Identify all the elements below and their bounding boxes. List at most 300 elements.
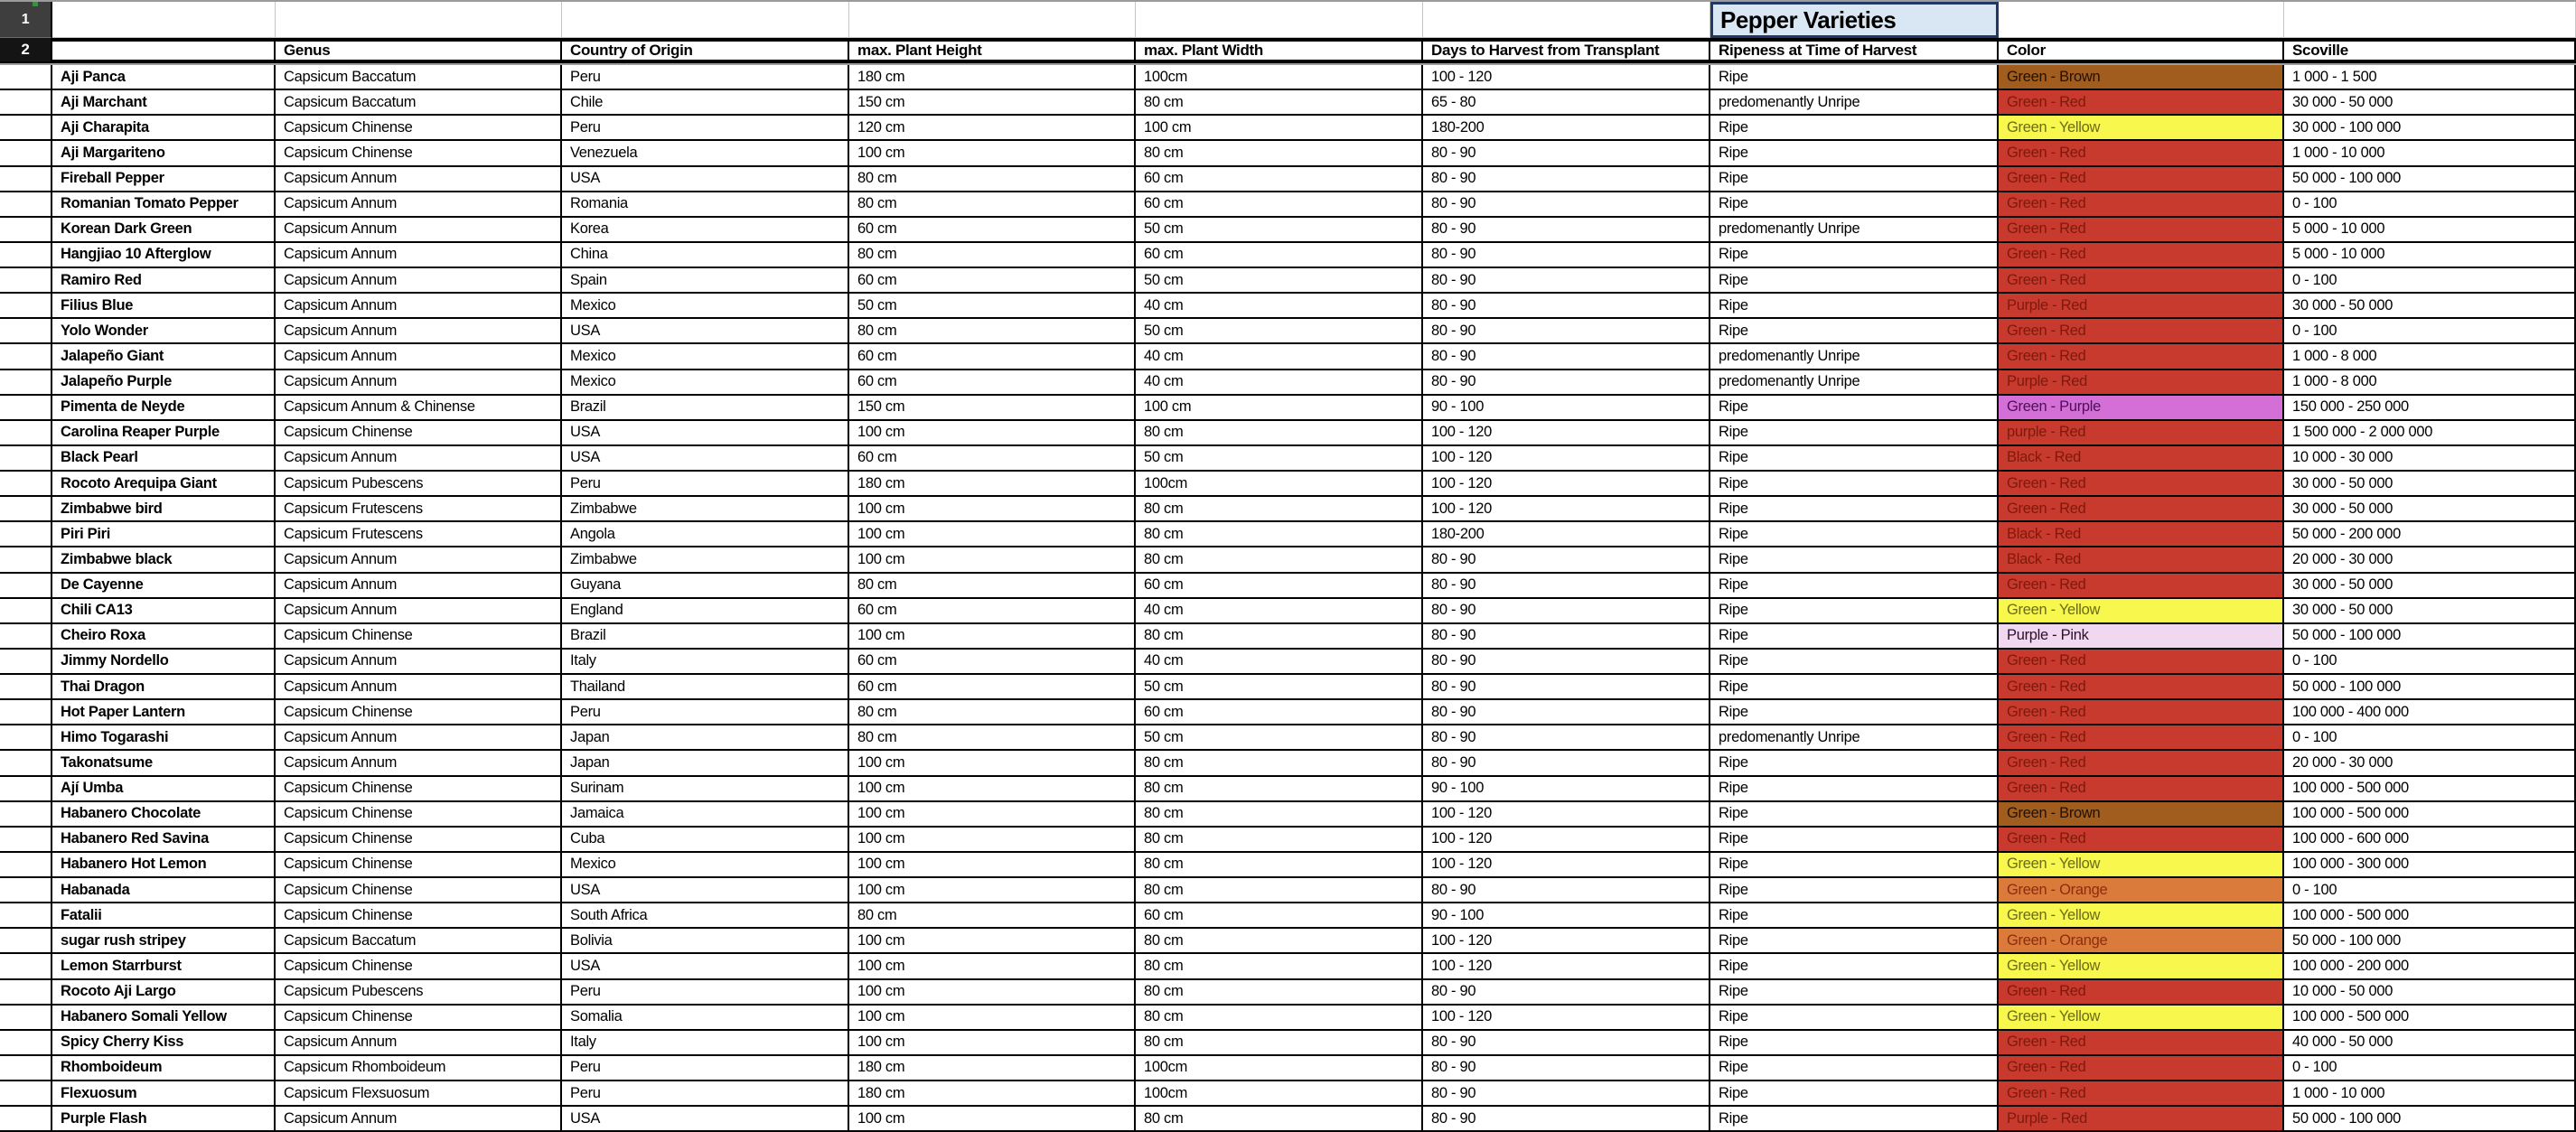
cell-plant-height[interactable]: 120 cm	[849, 116, 1136, 141]
cell-variety-name[interactable]: Aji Panca	[52, 65, 276, 90]
cell-country[interactable]: Peru	[562, 980, 849, 1006]
cell-genus[interactable]: Capsicum Annum	[276, 574, 562, 599]
cell-days-to-harvest[interactable]: 80 - 90	[1423, 1107, 1710, 1132]
cell-country[interactable]: Brazil	[562, 396, 849, 421]
cell-days-to-harvest[interactable]: 80 - 90	[1423, 294, 1710, 319]
cell-genus[interactable]: Capsicum Chinense	[276, 878, 562, 903]
cell-plant-width[interactable]: 100cm	[1136, 65, 1423, 90]
cell-scoville[interactable]: 100 000 - 300 000	[2284, 853, 2576, 878]
cell-variety-name[interactable]: Carolina Reaper Purple	[52, 421, 276, 446]
cell-scoville[interactable]: 20 000 - 30 000	[2284, 751, 2576, 776]
cell-scoville[interactable]: 30 000 - 50 000	[2284, 497, 2576, 522]
cell-country[interactable]: Mexico	[562, 344, 849, 370]
cell-plant-height[interactable]: 180 cm	[849, 1081, 1136, 1107]
cell-ripeness[interactable]: Ripe	[1710, 929, 1999, 954]
column-header-ripeness[interactable]: Ripeness at Time of Harvest	[1710, 38, 1999, 63]
cell-plant-width[interactable]: 80 cm	[1136, 751, 1423, 776]
cell-plant-height[interactable]: 60 cm	[849, 268, 1136, 294]
row-header[interactable]: 14	[0, 344, 52, 370]
cell-days-to-harvest[interactable]: 80 - 90	[1423, 574, 1710, 599]
cell-variety-name[interactable]: Fatalii	[52, 903, 276, 929]
cell-genus[interactable]: Capsicum Annum	[276, 294, 562, 319]
cell-genus[interactable]: Capsicum Baccatum	[276, 929, 562, 954]
cell-plant-height[interactable]: 100 cm	[849, 929, 1136, 954]
row-header[interactable]: 9	[0, 218, 52, 243]
cell-plant-height[interactable]: 100 cm	[849, 853, 1136, 878]
cell-color-swatch[interactable]: Green - Yellow	[1999, 853, 2284, 878]
cell-color-swatch[interactable]: Green - Red	[1999, 828, 2284, 853]
cell-variety-name[interactable]: Aji Marchant	[52, 90, 276, 116]
cell-scoville[interactable]: 100 000 - 500 000	[2284, 903, 2576, 929]
cell-variety-name[interactable]: Lemon Starrburst	[52, 954, 276, 979]
empty-cell[interactable]	[52, 2, 276, 38]
cell-country[interactable]: England	[562, 599, 849, 624]
cell-plant-height[interactable]: 100 cm	[849, 1107, 1136, 1132]
cell-ripeness[interactable]: Ripe	[1710, 828, 1999, 853]
cell-plant-width[interactable]: 80 cm	[1136, 954, 1423, 979]
cell-plant-width[interactable]: 40 cm	[1136, 599, 1423, 624]
cell-genus[interactable]: Capsicum Pubescens	[276, 472, 562, 497]
cell-variety-name[interactable]: Purple Flash	[52, 1107, 276, 1132]
column-header-genus[interactable]: Genus	[276, 38, 562, 63]
cell-plant-width[interactable]: 100cm	[1136, 472, 1423, 497]
cell-country[interactable]: Italy	[562, 1031, 849, 1056]
cell-country[interactable]: USA	[562, 954, 849, 979]
cell-country[interactable]: Italy	[562, 650, 849, 675]
cell-variety-name[interactable]: Thai Dragon	[52, 675, 276, 700]
cell-color-swatch[interactable]: Green - Red	[1999, 1056, 2284, 1081]
cell-scoville[interactable]: 5 000 - 10 000	[2284, 243, 2576, 268]
cell-days-to-harvest[interactable]: 100 - 120	[1423, 954, 1710, 979]
cell-genus[interactable]: Capsicum Annum	[276, 192, 562, 218]
cell-ripeness[interactable]: Ripe	[1710, 396, 1999, 421]
cell-genus[interactable]: Capsicum Rhomboideum	[276, 1056, 562, 1081]
cell-genus[interactable]: Capsicum Annum	[276, 370, 562, 396]
empty-cell[interactable]	[1999, 2, 2284, 38]
row-header[interactable]: 28	[0, 700, 52, 725]
cell-variety-name[interactable]: Aji Charapita	[52, 116, 276, 141]
cell-genus[interactable]: Capsicum Annum	[276, 268, 562, 294]
cell-country[interactable]: Peru	[562, 1056, 849, 1081]
cell-plant-width[interactable]: 50 cm	[1136, 268, 1423, 294]
row-header[interactable]: 22	[0, 547, 52, 573]
cell-color-swatch[interactable]: Green - Orange	[1999, 929, 2284, 954]
cell-color-swatch[interactable]: Green - Red	[1999, 650, 2284, 675]
cell-days-to-harvest[interactable]: 100 - 120	[1423, 1006, 1710, 1031]
cell-plant-height[interactable]: 100 cm	[849, 522, 1136, 547]
row-header[interactable]: 44	[0, 1107, 52, 1132]
cell-variety-name[interactable]: Fireball Pepper	[52, 167, 276, 192]
cell-ripeness[interactable]: predomenantly Unripe	[1710, 218, 1999, 243]
cell-country[interactable]: Surinam	[562, 777, 849, 802]
cell-plant-height[interactable]: 100 cm	[849, 878, 1136, 903]
cell-plant-width[interactable]: 80 cm	[1136, 777, 1423, 802]
cell-scoville[interactable]: 1 500 000 - 2 000 000	[2284, 421, 2576, 446]
cell-variety-name[interactable]: Himo Togarashi	[52, 725, 276, 751]
cell-ripeness[interactable]: predomenantly Unripe	[1710, 725, 1999, 751]
cell-color-swatch[interactable]: Green - Red	[1999, 700, 2284, 725]
cell-genus[interactable]: Capsicum Chinense	[276, 853, 562, 878]
column-header-height[interactable]: max. Plant Height	[849, 38, 1136, 63]
row-header[interactable]: 21	[0, 522, 52, 547]
cell-genus[interactable]: Capsicum Chinense	[276, 777, 562, 802]
cell-variety-name[interactable]: Rocoto Aji Largo	[52, 980, 276, 1006]
cell-variety-name[interactable]: Spicy Cherry Kiss	[52, 1031, 276, 1056]
cell-country[interactable]: Japan	[562, 751, 849, 776]
cell-ripeness[interactable]: Ripe	[1710, 878, 1999, 903]
cell-variety-name[interactable]: sugar rush stripey	[52, 929, 276, 954]
cell-color-swatch[interactable]: Green - Red	[1999, 90, 2284, 116]
cell-plant-height[interactable]: 80 cm	[849, 319, 1136, 344]
cell-scoville[interactable]: 100 000 - 500 000	[2284, 802, 2576, 828]
cell-scoville[interactable]: 10 000 - 50 000	[2284, 980, 2576, 1006]
cell-ripeness[interactable]: Ripe	[1710, 65, 1999, 90]
cell-genus[interactable]: Capsicum Annum	[276, 751, 562, 776]
cell-country[interactable]: China	[562, 243, 849, 268]
cell-scoville[interactable]: 50 000 - 200 000	[2284, 522, 2576, 547]
cell-genus[interactable]: Capsicum Chinense	[276, 954, 562, 979]
cell-plant-height[interactable]: 80 cm	[849, 192, 1136, 218]
cell-plant-height[interactable]: 60 cm	[849, 370, 1136, 396]
cell-genus[interactable]: Capsicum Chinense	[276, 802, 562, 828]
cell-country[interactable]: South Africa	[562, 903, 849, 929]
cell-variety-name[interactable]: Takonatsume	[52, 751, 276, 776]
row-header[interactable]: 29	[0, 725, 52, 751]
cell-genus[interactable]: Capsicum Chinense	[276, 1006, 562, 1031]
cell-days-to-harvest[interactable]: 80 - 90	[1423, 599, 1710, 624]
cell-genus[interactable]: Capsicum Baccatum	[276, 90, 562, 116]
cell-country[interactable]: Somalia	[562, 1006, 849, 1031]
cell-ripeness[interactable]: Ripe	[1710, 650, 1999, 675]
cell-plant-height[interactable]: 60 cm	[849, 650, 1136, 675]
cell-color-swatch[interactable]: Green - Brown	[1999, 802, 2284, 828]
cell-days-to-harvest[interactable]: 90 - 100	[1423, 903, 1710, 929]
cell-genus[interactable]: Capsicum Annum	[276, 344, 562, 370]
cell-genus[interactable]: Capsicum Chinense	[276, 828, 562, 853]
cell-color-swatch[interactable]: Green - Red	[1999, 472, 2284, 497]
cell-variety-name[interactable]: Hangjiao 10 Afterglow	[52, 243, 276, 268]
cell-color-swatch[interactable]: Green - Red	[1999, 574, 2284, 599]
cell-scoville[interactable]: 50 000 - 100 000	[2284, 929, 2576, 954]
column-header-country[interactable]: Country of Origin	[562, 38, 849, 63]
cell-plant-height[interactable]: 180 cm	[849, 1056, 1136, 1081]
cell-ripeness[interactable]: Ripe	[1710, 1006, 1999, 1031]
cell-ripeness[interactable]: Ripe	[1710, 421, 1999, 446]
cell-scoville[interactable]: 0 - 100	[2284, 319, 2576, 344]
cell-scoville[interactable]: 150 000 - 250 000	[2284, 396, 2576, 421]
cell-plant-width[interactable]: 80 cm	[1136, 547, 1423, 573]
cell-color-swatch[interactable]: Green - Orange	[1999, 878, 2284, 903]
cell-genus[interactable]: Capsicum Annum	[276, 218, 562, 243]
cell-country[interactable]: USA	[562, 319, 849, 344]
cell-ripeness[interactable]: Ripe	[1710, 802, 1999, 828]
cell-plant-height[interactable]: 100 cm	[849, 802, 1136, 828]
cell-plant-height[interactable]: 100 cm	[849, 777, 1136, 802]
cell-variety-name[interactable]: Korean Dark Green	[52, 218, 276, 243]
cell-variety-name[interactable]: Pimenta de Neyde	[52, 396, 276, 421]
row-header[interactable]: 13	[0, 319, 52, 344]
cell-scoville[interactable]: 100 000 - 400 000	[2284, 700, 2576, 725]
cell-variety-name[interactable]: Zimbabwe black	[52, 547, 276, 573]
cell-scoville[interactable]: 20 000 - 30 000	[2284, 547, 2576, 573]
cell-plant-width[interactable]: 60 cm	[1136, 903, 1423, 929]
cell-color-swatch[interactable]: Green - Yellow	[1999, 903, 2284, 929]
cell-variety-name[interactable]: Habanero Hot Lemon	[52, 853, 276, 878]
row-header[interactable]: 4	[0, 90, 52, 116]
cell-color-swatch[interactable]: Black - Red	[1999, 547, 2284, 573]
cell-scoville[interactable]: 100 000 - 600 000	[2284, 828, 2576, 853]
cell-country[interactable]: USA	[562, 167, 849, 192]
row-header[interactable]: 20	[0, 497, 52, 522]
cell-plant-width[interactable]: 50 cm	[1136, 725, 1423, 751]
cell-color-swatch[interactable]: Green - Yellow	[1999, 954, 2284, 979]
row-header[interactable]: 39	[0, 980, 52, 1006]
cell-variety-name[interactable]: Chili CA13	[52, 599, 276, 624]
cell-variety-name[interactable]: Aji Margariteno	[52, 141, 276, 166]
cell-scoville[interactable]: 1 000 - 8 000	[2284, 370, 2576, 396]
cell-genus[interactable]: Capsicum Annum	[276, 725, 562, 751]
row-header[interactable]: 7	[0, 167, 52, 192]
cell-plant-height[interactable]: 80 cm	[849, 243, 1136, 268]
cell-color-swatch[interactable]: Green - Red	[1999, 980, 2284, 1006]
cell-scoville[interactable]: 30 000 - 50 000	[2284, 472, 2576, 497]
cell-plant-width[interactable]: 40 cm	[1136, 370, 1423, 396]
cell-country[interactable]: Korea	[562, 218, 849, 243]
cell-plant-width[interactable]: 80 cm	[1136, 624, 1423, 650]
cell-variety-name[interactable]: Filius Blue	[52, 294, 276, 319]
cell-days-to-harvest[interactable]: 80 - 90	[1423, 675, 1710, 700]
cell-plant-width[interactable]: 60 cm	[1136, 192, 1423, 218]
cell-variety-name[interactable]: Hot Paper Lantern	[52, 700, 276, 725]
cell-days-to-harvest[interactable]: 100 - 120	[1423, 853, 1710, 878]
row-header[interactable]: 25	[0, 624, 52, 650]
cell-plant-width[interactable]: 80 cm	[1136, 1031, 1423, 1056]
empty-cell[interactable]	[1136, 2, 1423, 38]
row-header[interactable]: 41	[0, 1031, 52, 1056]
row-header[interactable]: 16	[0, 396, 52, 421]
cell-days-to-harvest[interactable]: 100 - 120	[1423, 472, 1710, 497]
cell-plant-width[interactable]: 60 cm	[1136, 700, 1423, 725]
cell-ripeness[interactable]: predomenantly Unripe	[1710, 370, 1999, 396]
cell-plant-width[interactable]: 60 cm	[1136, 167, 1423, 192]
cell-ripeness[interactable]: Ripe	[1710, 599, 1999, 624]
cell-country[interactable]: Japan	[562, 725, 849, 751]
empty-cell[interactable]	[1423, 2, 1710, 38]
cell-days-to-harvest[interactable]: 80 - 90	[1423, 243, 1710, 268]
cell-plant-width[interactable]: 50 cm	[1136, 675, 1423, 700]
row-header[interactable]: 34	[0, 853, 52, 878]
cell-plant-width[interactable]: 60 cm	[1136, 574, 1423, 599]
cell-variety-name[interactable]: Yolo Wonder	[52, 319, 276, 344]
cell-color-swatch[interactable]: Purple - Pink	[1999, 624, 2284, 650]
cell-plant-height[interactable]: 100 cm	[849, 1031, 1136, 1056]
cell-plant-width[interactable]: 80 cm	[1136, 1006, 1423, 1031]
cell-plant-height[interactable]: 100 cm	[849, 751, 1136, 776]
cell-country[interactable]: Thailand	[562, 675, 849, 700]
cell-plant-width[interactable]: 80 cm	[1136, 853, 1423, 878]
cell-genus[interactable]: Capsicum Baccatum	[276, 65, 562, 90]
column-header-width[interactable]: max. Plant Width	[1136, 38, 1423, 63]
cell-plant-width[interactable]: 100cm	[1136, 1056, 1423, 1081]
cell-scoville[interactable]: 0 - 100	[2284, 650, 2576, 675]
cell-plant-width[interactable]: 40 cm	[1136, 344, 1423, 370]
cell-color-swatch[interactable]: Green - Red	[1999, 1031, 2284, 1056]
cell-ripeness[interactable]: Ripe	[1710, 574, 1999, 599]
column-header-name[interactable]	[52, 38, 276, 63]
cell-variety-name[interactable]: Flexuosum	[52, 1081, 276, 1107]
cell-ripeness[interactable]: Ripe	[1710, 319, 1999, 344]
cell-plant-height[interactable]: 100 cm	[849, 828, 1136, 853]
cell-scoville[interactable]: 30 000 - 50 000	[2284, 599, 2576, 624]
empty-cell[interactable]	[2284, 2, 2576, 38]
cell-country[interactable]: Peru	[562, 700, 849, 725]
cell-country[interactable]: Peru	[562, 116, 849, 141]
cell-color-swatch[interactable]: Green - Red	[1999, 218, 2284, 243]
column-header-days[interactable]: Days to Harvest from Transplant	[1423, 38, 1710, 63]
cell-ripeness[interactable]: Ripe	[1710, 472, 1999, 497]
cell-days-to-harvest[interactable]: 65 - 80	[1423, 90, 1710, 116]
row-header[interactable]: 26	[0, 650, 52, 675]
cell-days-to-harvest[interactable]: 80 - 90	[1423, 192, 1710, 218]
row-header[interactable]: 38	[0, 954, 52, 979]
cell-color-swatch[interactable]: Green - Red	[1999, 725, 2284, 751]
cell-days-to-harvest[interactable]: 80 - 90	[1423, 319, 1710, 344]
cell-genus[interactable]: Capsicum Chinense	[276, 624, 562, 650]
cell-variety-name[interactable]: Zimbabwe bird	[52, 497, 276, 522]
row-header[interactable]: 18	[0, 446, 52, 472]
cell-ripeness[interactable]: Ripe	[1710, 1081, 1999, 1107]
row-header[interactable]: 40	[0, 1006, 52, 1031]
cell-days-to-harvest[interactable]: 80 - 90	[1423, 141, 1710, 166]
cell-ripeness[interactable]: Ripe	[1710, 1107, 1999, 1132]
cell-plant-width[interactable]: 80 cm	[1136, 141, 1423, 166]
cell-plant-width[interactable]: 50 cm	[1136, 218, 1423, 243]
cell-genus[interactable]: Capsicum Annum	[276, 1031, 562, 1056]
cell-plant-width[interactable]: 80 cm	[1136, 980, 1423, 1006]
cell-genus[interactable]: Capsicum Flexsuosum	[276, 1081, 562, 1107]
cell-country[interactable]: USA	[562, 1107, 849, 1132]
cell-plant-height[interactable]: 80 cm	[849, 167, 1136, 192]
column-header-scoville[interactable]: Scoville	[2284, 38, 2576, 63]
cell-variety-name[interactable]: Black Pearl	[52, 446, 276, 472]
cell-color-swatch[interactable]: Black - Red	[1999, 446, 2284, 472]
cell-country[interactable]: Guyana	[562, 574, 849, 599]
cell-days-to-harvest[interactable]: 80 - 90	[1423, 624, 1710, 650]
cell-days-to-harvest[interactable]: 80 - 90	[1423, 268, 1710, 294]
cell-plant-height[interactable]: 100 cm	[849, 141, 1136, 166]
cell-color-swatch[interactable]: Green - Red	[1999, 675, 2284, 700]
cell-genus[interactable]: Capsicum Annum & Chinense	[276, 396, 562, 421]
cell-plant-height[interactable]: 50 cm	[849, 294, 1136, 319]
cell-genus[interactable]: Capsicum Frutescens	[276, 497, 562, 522]
cell-plant-width[interactable]: 60 cm	[1136, 243, 1423, 268]
cell-scoville[interactable]: 100 000 - 500 000	[2284, 777, 2576, 802]
row-header[interactable]: 24	[0, 599, 52, 624]
row-header[interactable]: 3	[0, 65, 52, 90]
row-header[interactable]: 23	[0, 574, 52, 599]
cell-color-swatch[interactable]: Black - Red	[1999, 522, 2284, 547]
cell-variety-name[interactable]: Habanada	[52, 878, 276, 903]
cell-plant-height[interactable]: 80 cm	[849, 903, 1136, 929]
cell-scoville[interactable]: 0 - 100	[2284, 725, 2576, 751]
cell-plant-height[interactable]: 180 cm	[849, 472, 1136, 497]
cell-plant-height[interactable]: 150 cm	[849, 90, 1136, 116]
cell-scoville[interactable]: 100 000 - 200 000	[2284, 954, 2576, 979]
cell-scoville[interactable]: 30 000 - 50 000	[2284, 90, 2576, 116]
cell-color-swatch[interactable]: Green - Red	[1999, 497, 2284, 522]
cell-color-swatch[interactable]: Green - Red	[1999, 141, 2284, 166]
row-header[interactable]: 6	[0, 141, 52, 166]
cell-ripeness[interactable]: Ripe	[1710, 192, 1999, 218]
cell-plant-height[interactable]: 60 cm	[849, 675, 1136, 700]
row-header[interactable]: 19	[0, 472, 52, 497]
cell-scoville[interactable]: 40 000 - 50 000	[2284, 1031, 2576, 1056]
cell-plant-width[interactable]: 80 cm	[1136, 828, 1423, 853]
cell-genus[interactable]: Capsicum Chinense	[276, 700, 562, 725]
cell-country[interactable]: Peru	[562, 1081, 849, 1107]
empty-cell[interactable]	[276, 2, 562, 38]
cell-plant-height[interactable]: 150 cm	[849, 396, 1136, 421]
cell-scoville[interactable]: 50 000 - 100 000	[2284, 1107, 2576, 1132]
empty-cell[interactable]	[562, 2, 849, 38]
cell-scoville[interactable]: 30 000 - 50 000	[2284, 574, 2576, 599]
cell-days-to-harvest[interactable]: 180-200	[1423, 116, 1710, 141]
cell-days-to-harvest[interactable]: 80 - 90	[1423, 1056, 1710, 1081]
cell-plant-width[interactable]: 80 cm	[1136, 497, 1423, 522]
cell-country[interactable]: USA	[562, 878, 849, 903]
cell-ripeness[interactable]: Ripe	[1710, 141, 1999, 166]
cell-genus[interactable]: Capsicum Chinense	[276, 141, 562, 166]
cell-plant-height[interactable]: 80 cm	[849, 725, 1136, 751]
cell-plant-height[interactable]: 60 cm	[849, 344, 1136, 370]
cell-variety-name[interactable]: Habanero Somali Yellow	[52, 1006, 276, 1031]
row-header-1[interactable]: 1	[0, 2, 52, 38]
cell-genus[interactable]: Capsicum Annum	[276, 547, 562, 573]
cell-variety-name[interactable]: Jalapeño Purple	[52, 370, 276, 396]
cell-country[interactable]: Zimbabwe	[562, 547, 849, 573]
cell-color-swatch[interactable]: Green - Red	[1999, 167, 2284, 192]
cell-plant-width[interactable]: 100 cm	[1136, 396, 1423, 421]
cell-days-to-harvest[interactable]: 100 - 120	[1423, 929, 1710, 954]
cell-days-to-harvest[interactable]: 100 - 120	[1423, 446, 1710, 472]
cell-scoville[interactable]: 0 - 100	[2284, 192, 2576, 218]
cell-color-swatch[interactable]: Green - Red	[1999, 243, 2284, 268]
cell-color-swatch[interactable]: Green - Yellow	[1999, 1006, 2284, 1031]
cell-color-swatch[interactable]: Green - Red	[1999, 192, 2284, 218]
cell-color-swatch[interactable]: Purple - Red	[1999, 1107, 2284, 1132]
cell-variety-name[interactable]: Rhomboideum	[52, 1056, 276, 1081]
cell-plant-width[interactable]: 40 cm	[1136, 294, 1423, 319]
cell-days-to-harvest[interactable]: 80 - 90	[1423, 167, 1710, 192]
cell-days-to-harvest[interactable]: 90 - 100	[1423, 396, 1710, 421]
cell-genus[interactable]: Capsicum Chinense	[276, 116, 562, 141]
cell-color-swatch[interactable]: Green - Brown	[1999, 65, 2284, 90]
cell-country[interactable]: Venezuela	[562, 141, 849, 166]
empty-cell[interactable]	[849, 2, 1136, 38]
cell-scoville[interactable]: 1 000 - 10 000	[2284, 1081, 2576, 1107]
cell-plant-height[interactable]: 100 cm	[849, 954, 1136, 979]
cell-color-swatch[interactable]: Green - Yellow	[1999, 116, 2284, 141]
cell-ripeness[interactable]: Ripe	[1710, 116, 1999, 141]
cell-color-swatch[interactable]: Green - Yellow	[1999, 599, 2284, 624]
row-header[interactable]: 15	[0, 370, 52, 396]
cell-country[interactable]: USA	[562, 446, 849, 472]
cell-plant-width[interactable]: 80 cm	[1136, 90, 1423, 116]
cell-scoville[interactable]: 1 000 - 8 000	[2284, 344, 2576, 370]
cell-plant-width[interactable]: 80 cm	[1136, 421, 1423, 446]
cell-variety-name[interactable]: Habanero Red Savina	[52, 828, 276, 853]
cell-variety-name[interactable]: Jalapeño Giant	[52, 344, 276, 370]
